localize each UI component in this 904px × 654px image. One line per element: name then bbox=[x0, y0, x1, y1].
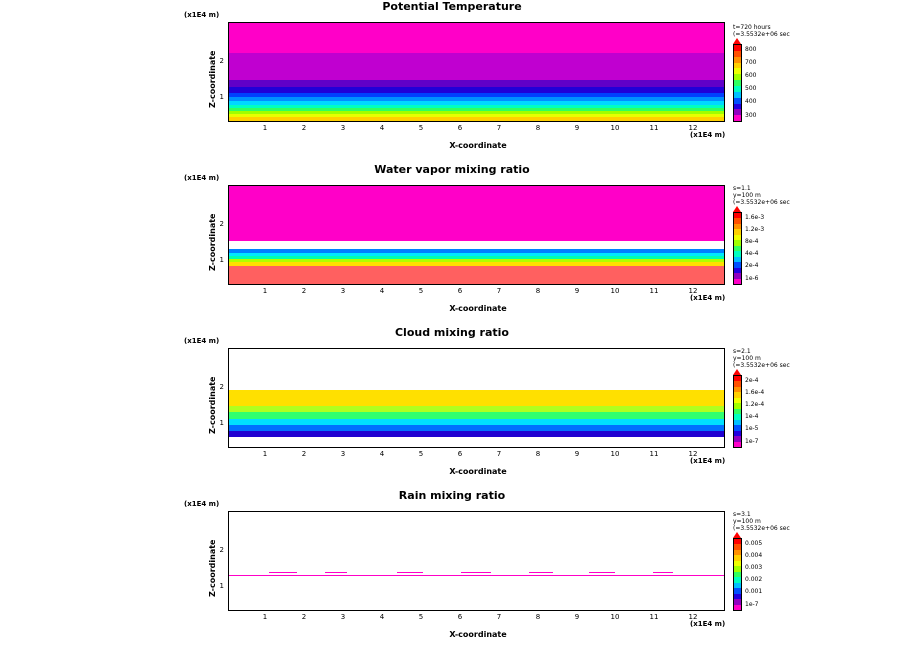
y-axis-label-1: Z-coordinate bbox=[208, 213, 217, 271]
band bbox=[229, 266, 724, 284]
x-tick: 3 bbox=[340, 613, 346, 621]
x-tick: 2 bbox=[301, 287, 307, 295]
x-tick: 1 bbox=[262, 450, 268, 458]
x-tick: 6 bbox=[457, 450, 463, 458]
meta-line: (=3.5532e+06 sec bbox=[733, 362, 790, 369]
x-tick: 9 bbox=[574, 287, 580, 295]
rain-contour-line bbox=[229, 575, 724, 576]
x-tick: 6 bbox=[457, 124, 463, 132]
x-tick: 7 bbox=[496, 450, 502, 458]
y-axis-label-0: Z-coordinate bbox=[208, 50, 217, 108]
rain-contour-segment bbox=[397, 572, 423, 573]
colorbar-label: 8e-4 bbox=[745, 238, 759, 245]
plot-area-1 bbox=[228, 185, 725, 285]
x-unit-2: (x1E4 m) bbox=[690, 457, 726, 465]
x-tick: 9 bbox=[574, 613, 580, 621]
x-tick: 12 bbox=[688, 124, 698, 132]
y-unit-3: (x1E4 m) bbox=[184, 500, 220, 508]
x-tick: 8 bbox=[535, 450, 541, 458]
colorbar-label: 1.2e-4 bbox=[745, 401, 765, 408]
x-tick: 8 bbox=[535, 124, 541, 132]
colorbar-label: 0.001 bbox=[745, 588, 763, 595]
x-axis-label-1: X-coordinate bbox=[449, 304, 507, 313]
x-tick: 3 bbox=[340, 124, 346, 132]
band bbox=[229, 412, 724, 419]
y-axis-label-2: Z-coordinate bbox=[208, 376, 217, 434]
rain-contour-segment bbox=[653, 572, 673, 573]
x-tick: 7 bbox=[496, 287, 502, 295]
chart-title-0: Potential Temperature bbox=[382, 0, 522, 13]
plot-area-0 bbox=[228, 22, 725, 122]
x-tick: 4 bbox=[379, 124, 385, 132]
x-tick: 3 bbox=[340, 450, 346, 458]
x-tick: 6 bbox=[457, 613, 463, 621]
chart-title-2: Cloud mixing ratio bbox=[394, 326, 509, 339]
colorbar-label: 1.2e-3 bbox=[745, 226, 765, 233]
meta-line: s=2.1 bbox=[733, 348, 751, 355]
x-unit-1: (x1E4 m) bbox=[690, 294, 726, 302]
y-tick: 2 bbox=[219, 220, 224, 228]
x-tick: 1 bbox=[262, 124, 268, 132]
meta-line: y=100 m bbox=[733, 518, 761, 525]
x-tick: 10 bbox=[610, 124, 620, 132]
colorbar-label: 1e-6 bbox=[745, 275, 759, 282]
plot-area-2 bbox=[228, 348, 725, 448]
band bbox=[229, 117, 724, 121]
y-axis-label-3: Z-coordinate bbox=[208, 539, 217, 597]
colorbar-label: 1e-7 bbox=[745, 438, 759, 445]
band bbox=[229, 390, 724, 406]
x-tick: 9 bbox=[574, 124, 580, 132]
x-tick: 1 bbox=[262, 613, 268, 621]
colorbar-label: 800 bbox=[745, 46, 757, 53]
colorbar-label: 1e-4 bbox=[745, 413, 759, 420]
rain-contour-segment bbox=[529, 572, 553, 573]
meta-line: s=3.1 bbox=[733, 511, 751, 518]
rain-contour-segment bbox=[269, 572, 297, 573]
band bbox=[229, 80, 724, 87]
y-tick: 2 bbox=[219, 57, 224, 65]
colorbar-1 bbox=[733, 212, 742, 285]
y-unit-2: (x1E4 m) bbox=[184, 337, 220, 345]
colorbar-label: 4e-4 bbox=[745, 250, 759, 257]
x-tick: 4 bbox=[379, 287, 385, 295]
colorbar-label: 2e-4 bbox=[745, 262, 759, 269]
x-tick: 12 bbox=[688, 287, 698, 295]
rain-contour-segment bbox=[325, 572, 347, 573]
x-tick: 12 bbox=[688, 450, 698, 458]
grid-dots bbox=[229, 241, 724, 249]
grid-dots bbox=[229, 349, 724, 390]
colorbar-label: 1.6e-3 bbox=[745, 214, 765, 221]
chart-title-1: Water vapor mixing ratio bbox=[374, 163, 530, 176]
rain-contour-segment bbox=[589, 572, 615, 573]
x-tick: 9 bbox=[574, 450, 580, 458]
x-tick: 4 bbox=[379, 450, 385, 458]
x-tick: 5 bbox=[418, 450, 424, 458]
meta-line: (=3.5532e+06 sec bbox=[733, 31, 790, 38]
x-tick: 11 bbox=[649, 287, 659, 295]
colorbar-label: 500 bbox=[745, 85, 757, 92]
x-tick: 7 bbox=[496, 613, 502, 621]
colorbar-3 bbox=[733, 538, 742, 611]
y-unit-0: (x1E4 m) bbox=[184, 11, 220, 19]
band bbox=[229, 53, 724, 79]
x-tick: 5 bbox=[418, 287, 424, 295]
x-tick: 3 bbox=[340, 287, 346, 295]
colorbar-label: 0.004 bbox=[745, 552, 763, 559]
x-tick: 8 bbox=[535, 287, 541, 295]
meta-line: y=100 m bbox=[733, 355, 761, 362]
x-axis-label-0: X-coordinate bbox=[449, 141, 507, 150]
colorbar-0 bbox=[733, 44, 742, 122]
x-axis-label-3: X-coordinate bbox=[449, 630, 507, 639]
x-tick: 7 bbox=[496, 124, 502, 132]
x-axis-label-2: X-coordinate bbox=[449, 467, 507, 476]
x-tick: 1 bbox=[262, 287, 268, 295]
colorbar-label: 2e-4 bbox=[745, 377, 759, 384]
chart-title-3: Rain mixing ratio bbox=[398, 489, 506, 502]
rain-contour-segment bbox=[461, 572, 491, 573]
x-tick: 6 bbox=[457, 287, 463, 295]
plot-area-3 bbox=[228, 511, 725, 611]
x-tick: 8 bbox=[535, 613, 541, 621]
colorbar-label: 300 bbox=[745, 112, 757, 119]
colorbar-label: 700 bbox=[745, 59, 757, 66]
x-tick: 11 bbox=[649, 613, 659, 621]
x-tick: 5 bbox=[418, 613, 424, 621]
x-tick: 2 bbox=[301, 450, 307, 458]
x-tick: 2 bbox=[301, 124, 307, 132]
band bbox=[229, 186, 724, 241]
grid-dots bbox=[229, 437, 724, 447]
y-tick: 1 bbox=[219, 419, 224, 427]
colorbar-label: 1e-5 bbox=[745, 425, 759, 432]
y-tick: 1 bbox=[219, 256, 224, 264]
meta-line: s=1.1 bbox=[733, 185, 751, 192]
colorbar-2 bbox=[733, 375, 742, 448]
x-unit-3: (x1E4 m) bbox=[690, 620, 726, 628]
x-tick: 2 bbox=[301, 613, 307, 621]
colorbar-label: 1e-7 bbox=[745, 601, 759, 608]
y-tick: 1 bbox=[219, 582, 224, 590]
colorbar-label: 600 bbox=[745, 72, 757, 79]
y-tick: 2 bbox=[219, 546, 224, 554]
y-tick: 1 bbox=[219, 93, 224, 101]
band bbox=[229, 23, 724, 53]
colorbar-label: 1.6e-4 bbox=[745, 389, 765, 396]
x-tick: 11 bbox=[649, 124, 659, 132]
x-tick: 10 bbox=[610, 613, 620, 621]
x-tick: 4 bbox=[379, 613, 385, 621]
y-tick: 2 bbox=[219, 383, 224, 391]
colorbar-label: 400 bbox=[745, 98, 757, 105]
x-tick: 10 bbox=[610, 287, 620, 295]
band bbox=[229, 419, 724, 426]
grid-dots bbox=[229, 512, 724, 610]
x-tick: 5 bbox=[418, 124, 424, 132]
y-unit-1: (x1E4 m) bbox=[184, 174, 220, 182]
meta-line: t=720 hours bbox=[733, 24, 771, 31]
x-tick: 12 bbox=[688, 613, 698, 621]
x-tick: 10 bbox=[610, 450, 620, 458]
meta-line: (=3.5532e+06 sec bbox=[733, 199, 790, 206]
x-tick: 11 bbox=[649, 450, 659, 458]
x-unit-0: (x1E4 m) bbox=[690, 131, 726, 139]
meta-line: y=100 m bbox=[733, 192, 761, 199]
colorbar-label: 0.005 bbox=[745, 540, 763, 547]
colorbar-label: 0.003 bbox=[745, 564, 763, 571]
colorbar-label: 0.002 bbox=[745, 576, 763, 583]
meta-line: (=3.5532e+06 sec bbox=[733, 525, 790, 532]
